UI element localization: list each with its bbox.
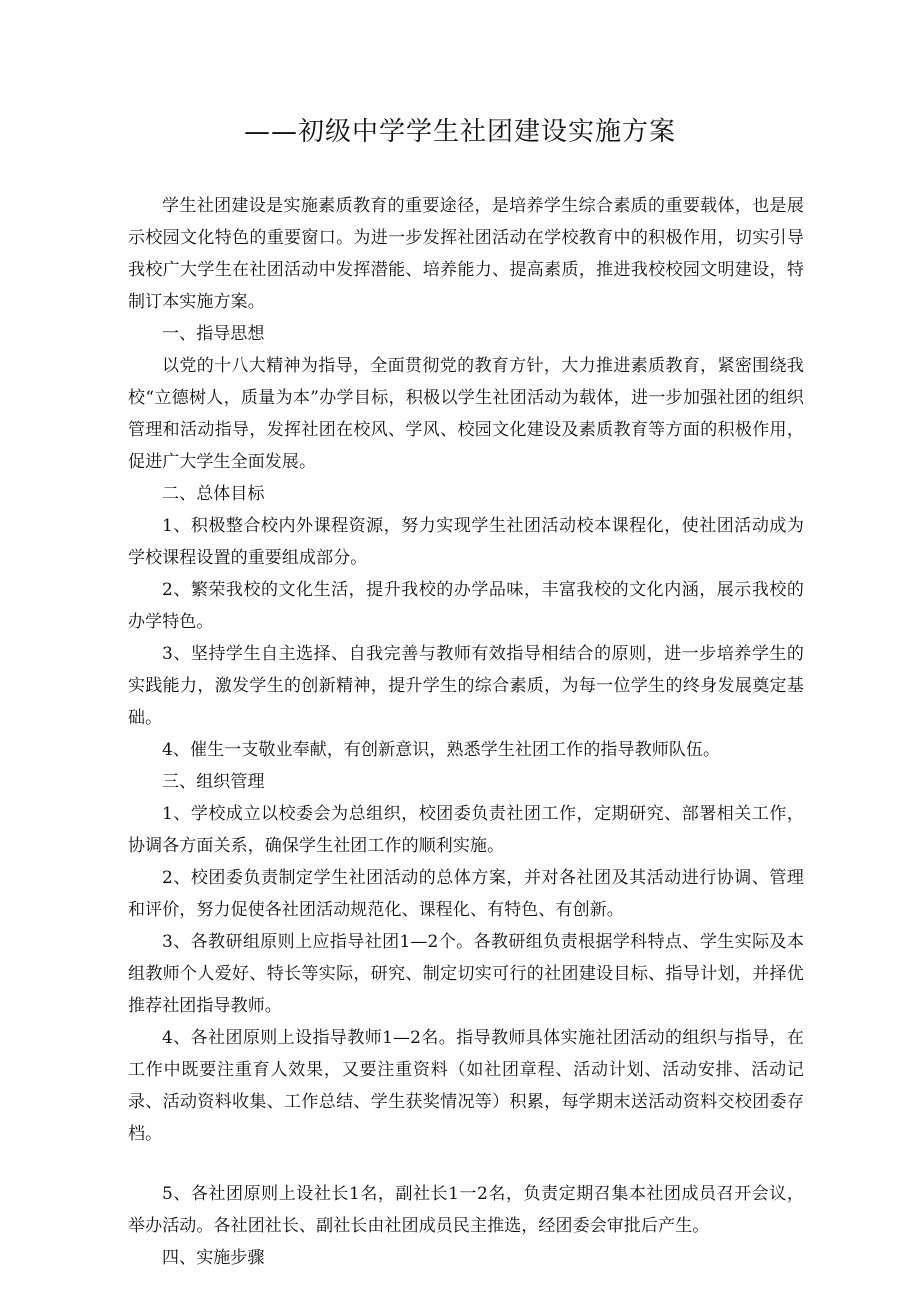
section-heading-organization: 三、组织管理 <box>162 772 265 792</box>
organization-item-5: 5、各社团原则上设社长1名，副社长1一2名，负责定期召集本社团成员召开会议，举办活动。各社团社长、副社长由社团成员民主推选，经团委会审批后产生。 <box>128 1184 804 1236</box>
goal-item-4: 4、催生一支敬业奉献，有创新意识，熟悉学生社团工作的指导教师队伍。 <box>162 740 721 760</box>
document-title: ——初级中学学生社团建设实施方案 <box>243 117 676 147</box>
intro-paragraph: 学生社团建设是实施素质教育的重要途径，是培养学生综合素质的重要载体，也是展示校园文化特色的重要窗口。为进一步发挥社团活动在学校教育中的积极作用，切实引导我校广大学生在社团活动中发挥潜能、培养能力、提高素质，推进我校校园文明建设，特制订本实施方案。 <box>128 196 804 312</box>
organization-item-1: 1、学校成立以校委会为总组织，校团委负责社团工作，定期研究、部署相关工作，协调各方面关系，确保学生社团工作的顺利实施。 <box>128 804 804 856</box>
section-heading-guiding-thought: 一、指导思想 <box>162 324 265 344</box>
organization-item-3: 3、各教研组原则上应指导社团1—2个。各教研组负责根据学科特点、学生实际及本组教师个人爱好、特长等实际，研究、制定切实可行的社团建设目标、指导计划，并择优推荐社团指导教师。 <box>128 932 804 1016</box>
goal-item-2: 2、繁荣我校的文化生活，提升我校的办学品味，丰富我校的文化内涵，展示我校的办学特色。 <box>128 580 804 632</box>
organization-item-2: 2、校团委负责制定学生社团活动的总体方案，并对各社团及其活动进行协调、管理和评价，努力促使各社团活动规范化、课程化、有特色、有创新。 <box>128 868 804 920</box>
guiding-thought-paragraph: 以党的十八大精神为指导，全面贯彻党的教育方针，大力推进素质教育，紧密围绕我校“立德树人，质量为本”办学目标，积极以学生社团活动为载体，进一步加强社团的组织管理和活动指导，发挥社团在校风、学风、校园文化建设及素质教育等方面的积极作用，促进广大学生全面发展。 <box>128 356 804 472</box>
goal-item-1: 1、积极整合校内外课程资源，努力实现学生社团活动校本课程化，使社团活动成为学校课程设置的重要组成部分。 <box>128 516 804 568</box>
organization-item-4: 4、各社团原则上设指导教师1—2名。指导教师具体实施社团活动的组织与指导，在工作中既要注重育人效果，又要注重资料（如社团章程、活动计划、活动安排、活动记录、活动资料收集、工作总结、学生获奖情况等）积累，每学期末送活动资料交校团委存档。 <box>128 1028 804 1144</box>
document-body <box>128 190 804 1274</box>
goal-item-3: 3、坚持学生自主选择、自我完善与教师有效指导相结合的原则，进一步培养学生的实践能力，激发学生的创新精神，提升学生的综合素质，为每一位学生的终身发展奠定基础。 <box>128 644 804 728</box>
section-heading-overall-goals: 二、总体目标 <box>162 484 265 504</box>
section-heading-implementation: 四、实施步骤 <box>162 1248 265 1268</box>
